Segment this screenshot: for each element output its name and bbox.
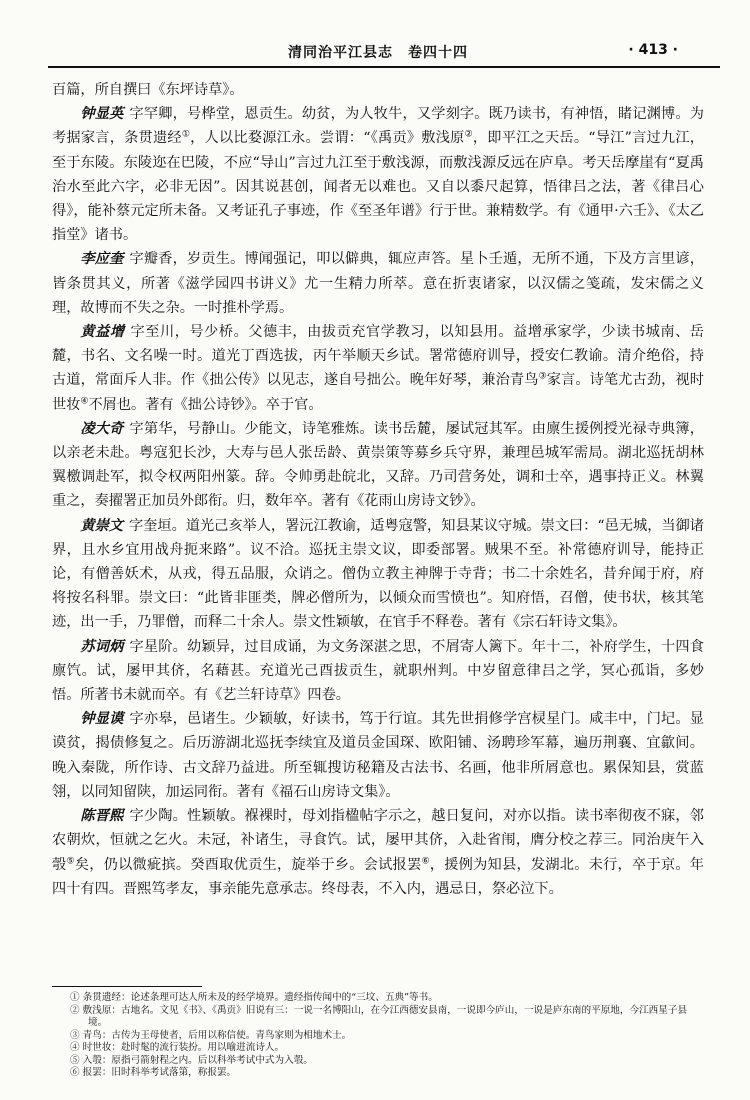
footnote-marker: ⑥ — [421, 855, 430, 866]
person-name: 苏词炳 — [80, 638, 124, 655]
bio-text: 字瓣香，岁贡生。博闻强记，叩以僻典，辄应声答。星卜壬遁，无所不通，下及方言里谚，皆条贯其义，所著《滋学园四书讲义》尤一生精力所萃。意在折衷诸家，以汉儒之笺疏，发宋儒之义理，故博而不失之杂。一时推朴学焉。 — [52, 251, 704, 316]
footnote: ⑤ 入彀：原指弓箭射程之内。后以科举考试中式为入彀。 — [70, 1054, 313, 1066]
footnote: ⑥ 报罢：旧时科举考试落第，称报罢。 — [70, 1067, 237, 1078]
body-text — [52, 78, 704, 901]
person-name: 黄崇文 — [80, 517, 123, 534]
bio-text: 字罕卿，号桦堂，恩贡生。幼贫，为人牧牛，又学刻字。既乃读书，有神悟，睹记渊博。为考据家言，条贯遗经 — [52, 106, 704, 147]
biography-entry — [52, 514, 704, 635]
footnote: ④ 时世妆：赴时髦的流行装扮。用以喻进流诗人。 — [70, 1042, 285, 1053]
page-header — [48, 40, 708, 64]
footnote: ① 条贯遗经：论述条理可达人所未及的经学境界。遗经指传闻中的“三坟、五典”等书。 — [70, 992, 438, 1003]
bio-text: ，即平江之天岳。“导江”言过九江，至于东陵。东陵迩在巴陵，不应“导山”言过九江至于敷浅源，而敷浅源反远在庐阜。考天岳摩崖有“夏禹治水至此六字，必非无因”。因其说甚创，闻者无以难也。又自以黍尺起算，悟律吕之法，著《律吕心得》，能补蔡元定所未备。又考证孔子事迹，作《至圣年谱》行于世。兼精数学。有《通甲·六壬》、《太乙指堂》诸书。 — [52, 130, 704, 244]
biography-entry — [52, 804, 704, 901]
bio-text: ，人以比婺源江永。尝谓：“《禹贡》敷浅原 — [190, 130, 465, 147]
bio-text: 字亦皋，邑诸生。少颖敏，好读书，笃于行谊。其先世捐修学宫棂星门。咸丰中，门圮。显谟贫，揭债修复之。后历游湖北巡抚李续宜及道员金国琛、欧阳铺、汤聘珍军幕，遍历荆襄、宜歙间。晚入秦陇，所作诗、古文辞乃益进。所至辄搜访秘籍及古法书、名画，他非所屑意也。累保知县，赏蓝翎，以同知留陕，加运同衔。著有《福石山房诗文集》。 — [52, 711, 704, 800]
person-name: 李应奎 — [80, 251, 124, 268]
biography-entry — [52, 635, 704, 708]
biography-entry — [52, 247, 704, 320]
bio-text: 家言。诗笔尤古劲，视时世妆 — [52, 372, 704, 413]
intro-line: 百篇，所自撰曰《东坪诗草》。 — [52, 82, 244, 98]
bio-text: 字奎垣。道光己亥举人，署沅江教谕，适粤寇警，知县某议守城。崇文曰：“邑无城，当御诸界，且水乡宜用战舟扼来路”。议不洽。巡抚主崇文议，即委部署。贼果不至。补常德府训导，能持正论，有僧善妖术，从戎，得五品服，众诮之。僧伪立教主神牌于寺背；书二十余姓名，昔弁闻于府，府将按名科罪。崇文曰：“此皆非匪类，牌必僧所为，以倾众而雪愤也”。知府悟，召僧，使书状，核其笔迹，出一手，乃罪僧，而释二十余人。崇文性颖敏，在官手不释卷。著有《宗石轩诗文集》。 — [52, 517, 704, 631]
footnote: ② 敷浅原：古地名。文见《书》、《禹贡》旧说有三：一说一名博阳山，在今江西德安县南，一说即今庐山，一说是庐东南的平原地，今江西星子县境。 — [70, 1004, 688, 1028]
bio-text: 矣，仍以微疵摈。癸酉取优贡生，旋举于乡。会试报罢 — [74, 856, 422, 873]
biography-entry — [52, 417, 704, 514]
footnotes — [52, 992, 704, 1080]
footnote: ③ 青鸟：古传为王母使者，后用以称信使。青鸟家则为相地术士。 — [70, 1029, 352, 1041]
bio-text: ，援例为知县，发湖北。未行，卒于京。年四十有四。晋熙笃孝友，事亲能先意承志。终母表，不入内，遇忌日，祭必泣下。 — [52, 856, 704, 897]
bio-text: 字至川，号少桥。父德丰，由拔贡充官学教习，以知县用。益增承家学，少读书城南、岳麓，书名、文名噪一时。道光丁酉选拔，丙午举顺天乡试。署常德府训导，授安仁教谕。清介绝俗，持古道，常面斥人非。作《拙公传》以见志，遂自号拙公。晚年好琴，兼治青鸟 — [52, 324, 704, 389]
person-name: 陈晋熙 — [80, 808, 124, 825]
header-rule — [48, 66, 720, 68]
bio-text: 不屑也。著有《拙公诗钞》。卒于官。 — [88, 396, 323, 413]
biography-entry — [52, 102, 704, 247]
footnote-marker: ① — [181, 129, 191, 140]
person-name: 凌大奇 — [80, 420, 124, 437]
footnote-marker: ③ — [538, 371, 547, 382]
footnote-marker: ⑤ — [66, 855, 75, 866]
page-number: · 413 · — [628, 42, 678, 58]
biography-entry — [52, 707, 704, 804]
biography-entry — [52, 320, 704, 417]
bio-text: 字星阶。幼颖异，过目成诵，为文务深湛之思，不屑寄人篱下。年十二，补府学生，十四食廪饩。试，屡甲其侪，名藉甚。充道光己酉拔贡生，就职州判。中岁留意律吕之学，冥心孤诣，多妙悟。所著书未就而卒。有《艺兰轩诗草》四卷。 — [52, 638, 704, 704]
bio-text: 字第华，号静山。少能文，诗笔雅炼。读书岳麓，屡试冠其军。由廪生援例授光禄寺典簿，以亲老未赴。粤寇犯长沙，大寿与邑人张岳龄、黄崇策等募乡兵守界，兼理邑城军需局。湖北巡抚胡林翼檄调赴军，拟令权两阳州篆。辞。令帅勇赴皖北，又辞。乃司营务处，调和士卒，遇事持正义。林翼重之，奏擢署正加员外郎衔。归，数年卒。著有《花雨山房诗文钞》。 — [52, 420, 704, 510]
person-name: 黄益增 — [80, 324, 125, 341]
footnote-marker: ② — [464, 129, 473, 140]
running-title: 清同治平江县志 卷四十四 — [288, 45, 468, 61]
footnote-marker: ④ — [80, 395, 89, 406]
footnote-rule — [52, 986, 202, 987]
person-name: 钟显英 — [80, 106, 124, 123]
bio-text: 字少陶。性颖敏。褓裸时，母刘指楹帖字示之，越日复问，对亦以指。读书率彻夜不寐，邻农朝炊，恒就之乞火。未冠，补诸生，寻食饩。试，屡甲其侪，入赴省闱，膺分校之荐三。同治庚午入彀 — [52, 808, 704, 873]
person-name: 钟显谟 — [80, 711, 124, 728]
